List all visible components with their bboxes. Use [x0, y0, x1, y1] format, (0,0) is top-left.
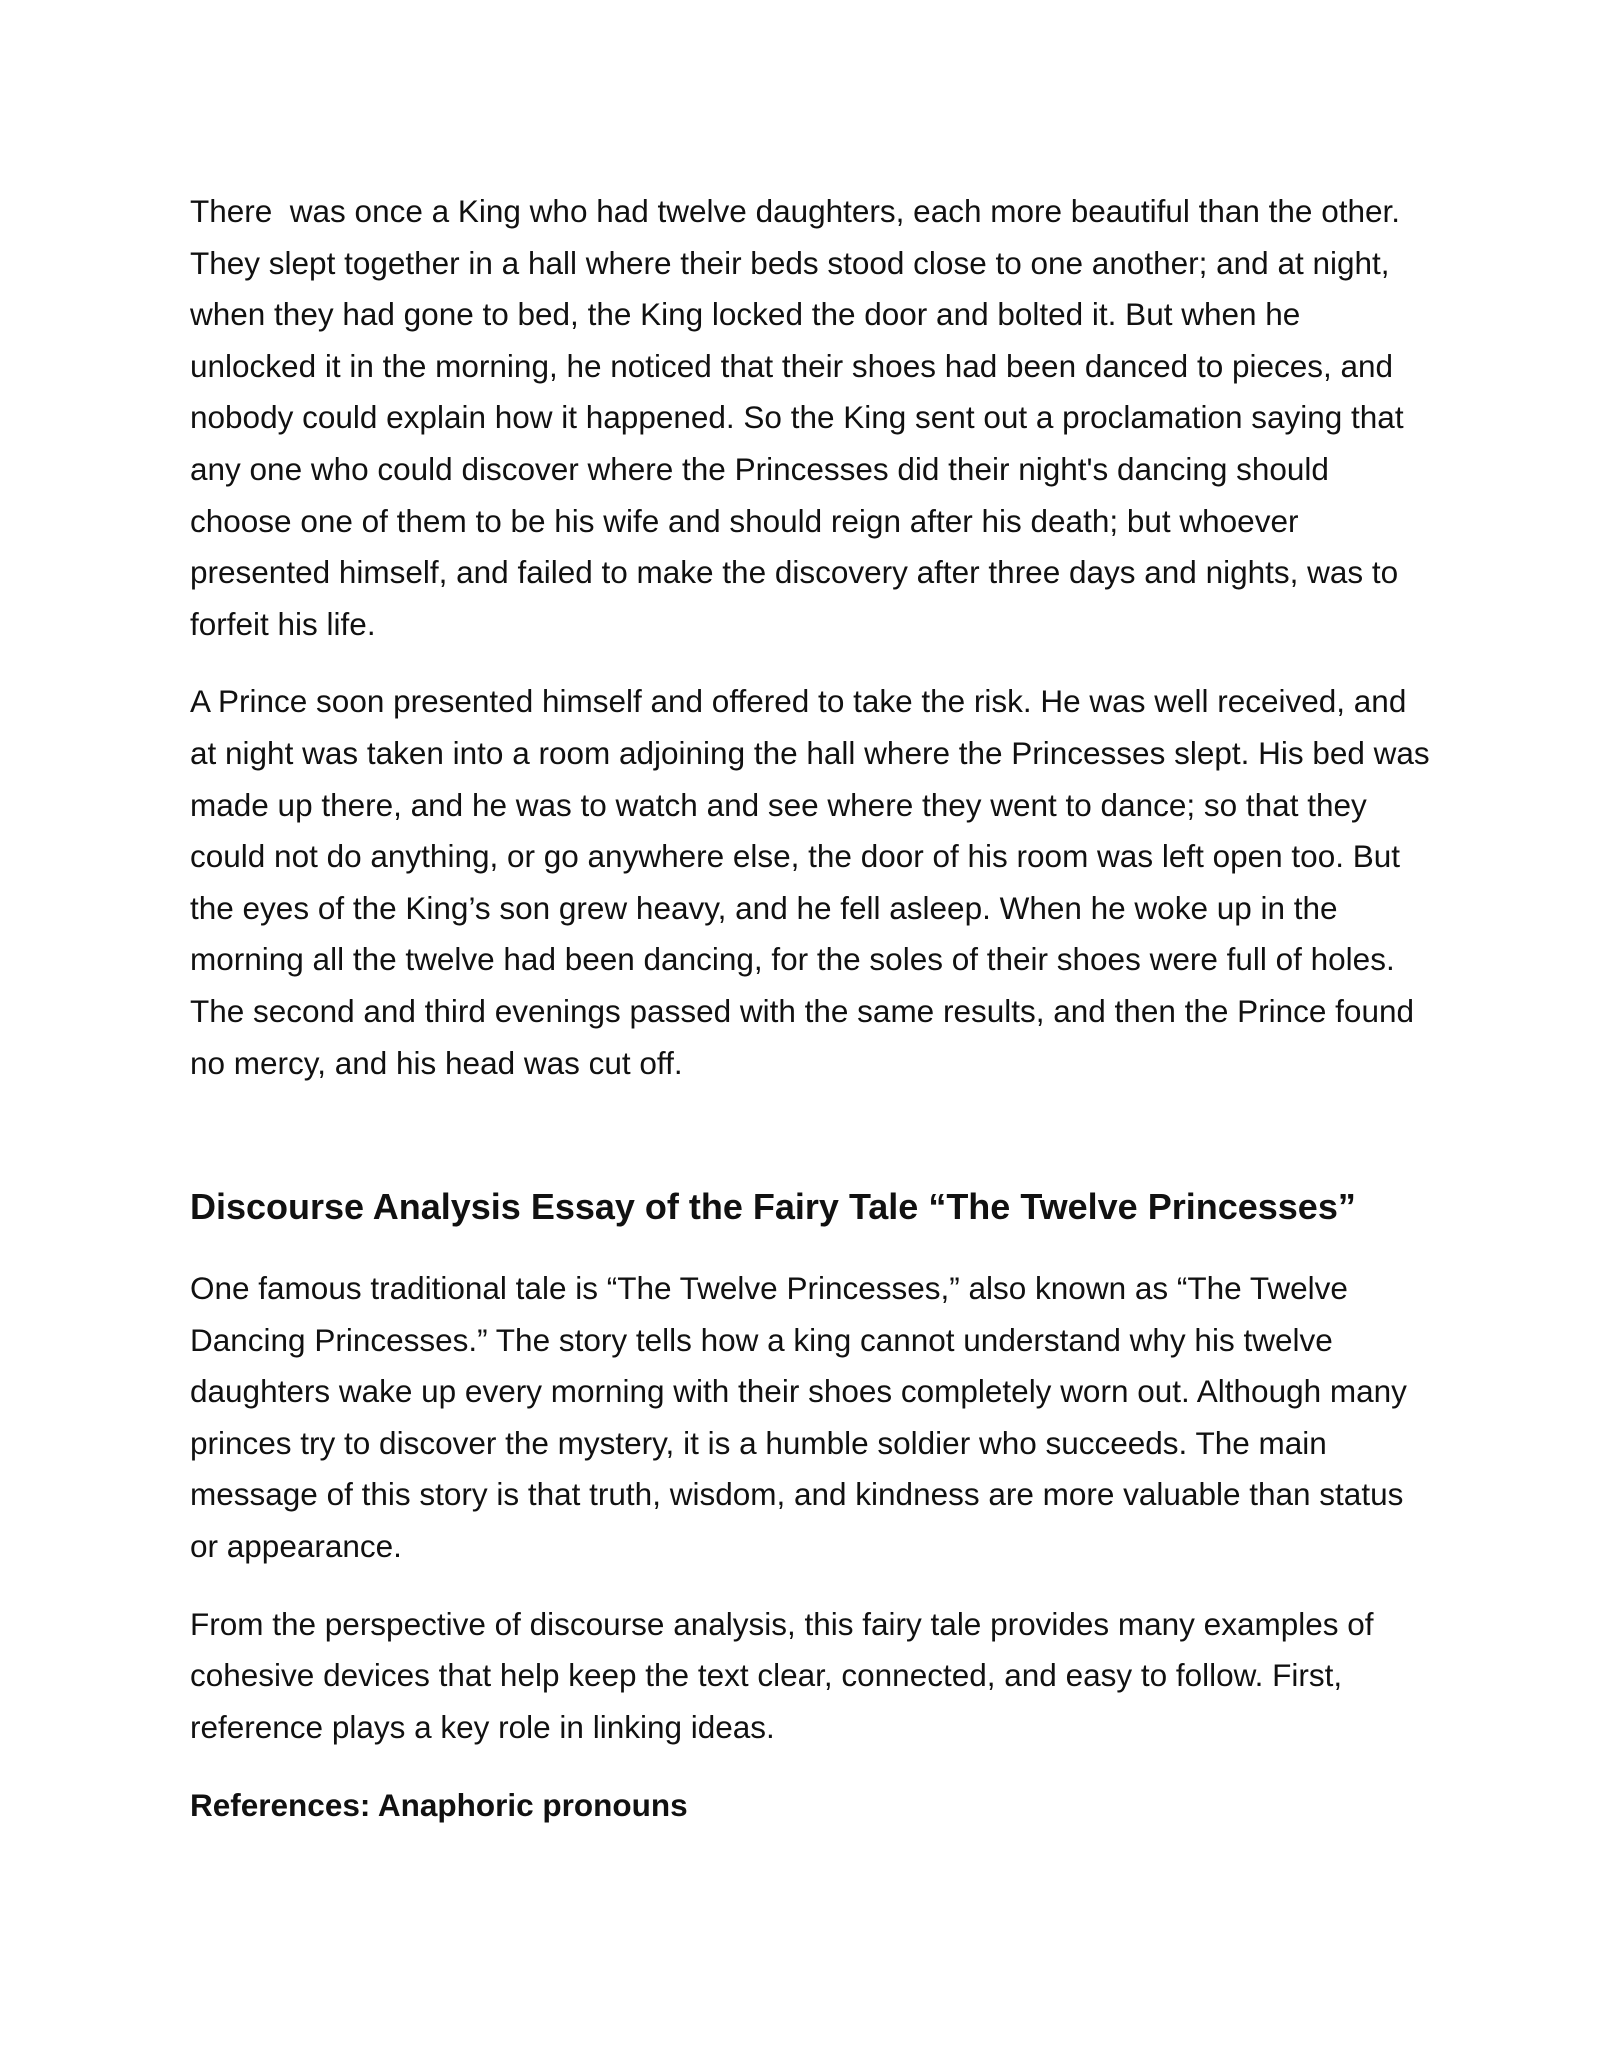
essay-heading: Discourse Analysis Essay of the Fairy Tale “The Twelve Princesses” [190, 1186, 1356, 1228]
document-body [190, 186, 1439, 1831]
essay-paragraph-1: One famous traditional tale is “The Twelve Princesses,” also known as “The Twelve Dancing Princesses.” The story tells how a king cannot understand why his twelve daughters wake up every morning with their shoes completely worn out. Although many princes try to discover the mystery, it is a humble soldier who succeeds. The main message of this story is that truth, wisdom, and kindness are more valuable than status or appearance. [190, 1270, 1416, 1565]
essay-paragraph-2: From the perspective of discourse analysis, this fairy tale provides many examples of cohesive devices that help keep the text clear, connected, and easy to follow. First, reference plays a key role in linking ideas. [190, 1605, 1383, 1745]
story-paragraph-2: A Prince soon presented himself and offered to take the risk. He was well received, and at night was taken into a room adjoining the hall where the Princesses slept. His bed was made up there, and he was to watch and see where they went to dance; so that they could not do anything, or go anywhere else, the door of his room was left open too. But the eyes of the King’s son grew heavy, and he fell asleep. When he woke up in the morning all the twelve had been dancing, for the soles of their shoes were full of holes. The second and third evenings passed with the same results, and then the Prince found no mercy, and his head was cut off. [190, 683, 1439, 1081]
story-paragraph-1: There was once a King who had twelve daughters, each more beautiful than the other. They slept together in a hall where their beds stood close to one another; and at night, when they had gone to bed, the King locked the door and bolted it. But when he unlocked it in the morning, he noticed that their shoes had been danced to pieces, and nobody could explain how it happened. So the King sent out a proclamation saying that any one who could discover where the Princesses did their night's dancing should choose one of them to be his wife and should reign after his death; but whoever presented himself, and failed to make the discovery after three days and nights, was to forfeit his life. [190, 193, 1413, 642]
section-subheading: References: Anaphoric pronouns [190, 1787, 688, 1824]
